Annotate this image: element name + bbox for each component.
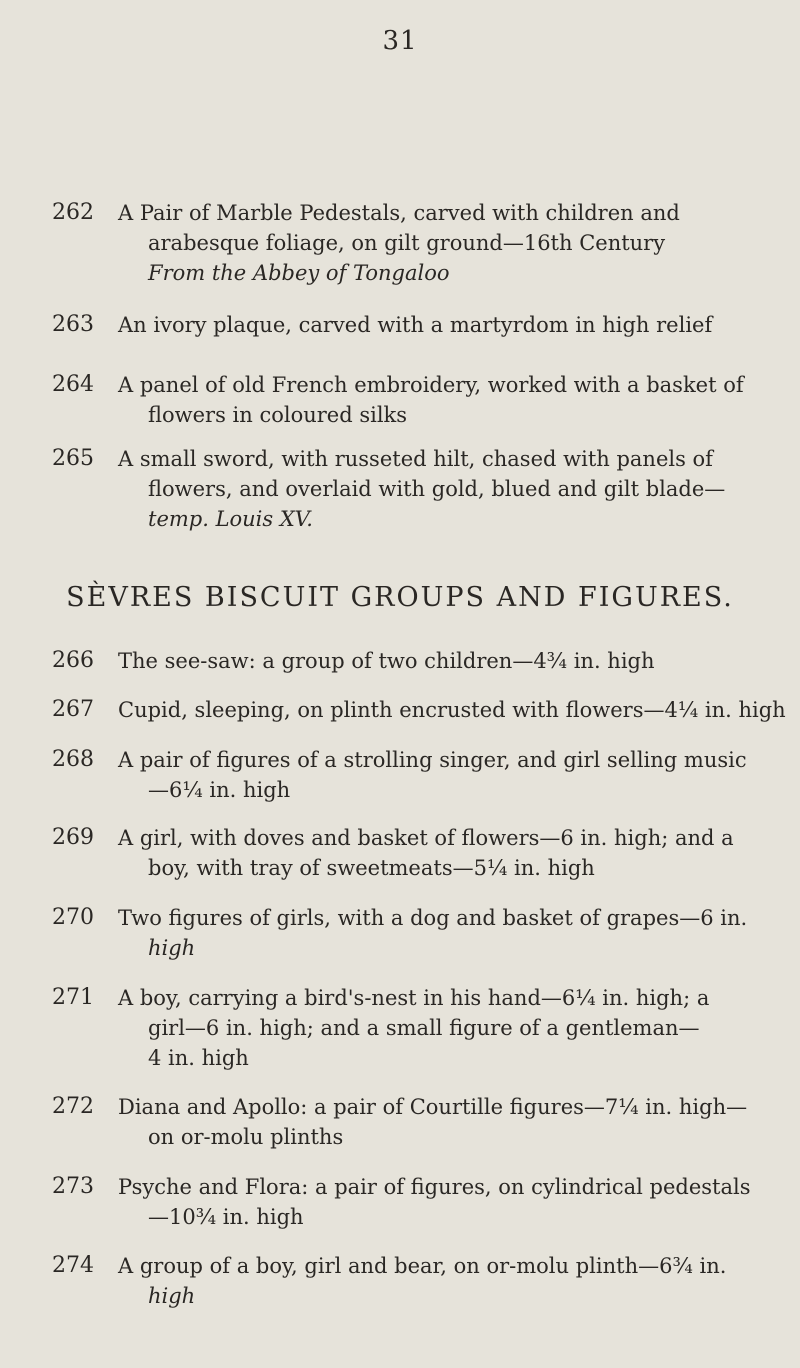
lot-line: A Pair of Marble Pedestals, carved with children and: [118, 201, 680, 225]
lot-number: 268: [52, 747, 94, 772]
lot-description: [118, 444, 768, 534]
lot-line: An ivory plaque, carved with a martyrdom in high relief: [118, 313, 713, 337]
lot-line: Diana and Apollo: a pair of Courtille figures—7¼ in. high—: [118, 1095, 748, 1119]
lot-number: 264: [52, 372, 94, 397]
lot-number: 266: [52, 648, 94, 673]
lot-line: A panel of old French embroidery, worked with a basket of: [118, 373, 744, 397]
lot-description: [118, 823, 768, 883]
lot-number: 270: [52, 905, 94, 930]
lot-line: high: [148, 1284, 196, 1308]
lot-line: boy, with tray of sweetmeats—5¼ in. high: [148, 856, 595, 880]
lot-line: The see-saw: a group of two children—4¾ in. high: [118, 649, 655, 673]
lot-line: arabesque foliage, on gilt ground—16th Century: [148, 231, 666, 255]
lot-line: A boy, carrying a bird's-nest in his hand—6¼ in. high; a: [118, 986, 710, 1010]
lot-line: Two figures of girls, with a dog and basket of grapes—6 in.: [118, 906, 748, 930]
lot-line: temp. Louis XV.: [148, 507, 313, 531]
lot-line: high: [148, 936, 196, 960]
lot-description: [118, 1092, 768, 1152]
section-heading: SÈVRES BISCUIT GROUPS AND FIGURES.: [66, 582, 734, 613]
lot-description: [118, 310, 768, 340]
lot-description: [118, 198, 768, 288]
lot-line: From the Abbey of Tongaloo: [148, 261, 450, 285]
lot-line: A girl, with doves and basket of flowers—6 in. high; and a: [118, 826, 734, 850]
lot-line: on or-molu plinths: [148, 1125, 344, 1149]
lot-description: [118, 695, 786, 725]
lot-line: —10¾ in. high: [148, 1205, 304, 1229]
lot-line: 4 in. high: [148, 1046, 249, 1070]
lot-number: 267: [52, 697, 94, 722]
lot-line: A small sword, with russeted hilt, chased with panels of: [118, 447, 713, 471]
lot-description: [118, 1251, 768, 1311]
lot-number: 273: [52, 1174, 94, 1199]
lot-number: 272: [52, 1094, 94, 1119]
lot-line: flowers in coloured silks: [148, 403, 408, 427]
lot-description: [118, 745, 768, 805]
lot-description: [118, 983, 768, 1073]
lot-description: [118, 370, 768, 430]
lot-line: Cupid, sleeping, on plinth encrusted with flowers—4¼ in. high: [118, 698, 786, 722]
lot-number: 263: [52, 312, 94, 337]
lot-number: 271: [52, 985, 94, 1010]
lot-line: A pair of figures of a strolling singer, and girl selling music: [118, 748, 747, 772]
lot-line: Psyche and Flora: a pair of figures, on cylindrical pedestals: [118, 1175, 751, 1199]
lot-line: flowers, and overlaid with gold, blued and gilt blade—: [148, 477, 726, 501]
lot-description: [118, 1172, 768, 1232]
lot-number: 269: [52, 825, 94, 850]
lot-line: —6¼ in. high: [148, 778, 291, 802]
lot-number: 274: [52, 1253, 94, 1278]
lot-description: [118, 646, 768, 676]
lot-description: [118, 903, 768, 963]
lot-line: A group of a boy, girl and bear, on or-molu plinth—6¾ in.: [118, 1254, 727, 1278]
lot-number: 262: [52, 200, 94, 225]
lot-number: 265: [52, 446, 94, 471]
lot-line: girl—6 in. high; and a small figure of a gentleman—: [148, 1016, 700, 1040]
page-number: 31: [382, 26, 418, 56]
